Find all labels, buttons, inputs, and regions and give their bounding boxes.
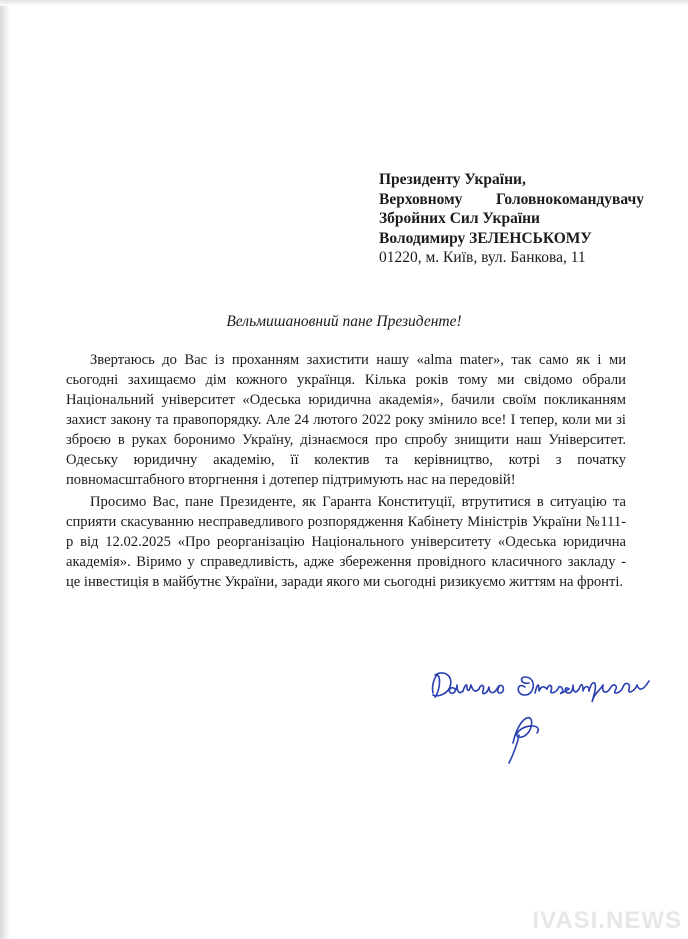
- addressee-block: [379, 170, 644, 268]
- salutation: Вельмишановний пане Президенте!: [226, 313, 462, 330]
- addressee-line-2: [379, 190, 644, 210]
- addressee-line-2-left: Верховному: [379, 190, 463, 208]
- signature-image: [425, 655, 665, 765]
- body-paragraph-2: Просимо Вас, пане Президенте, як Гаранта Конституції, втрутитися в ситуацію та сприяти скасуванню несправедливого розпорядження Кабінету Міністрів України №111-р від 12.02.2025 «Про реорганізацію Національного університету «Одеська юридична академія». Віримо у справедливість, адже збереження провідного класичного закладу - це інвестиція в майбутнє України, заради якого ми сьогодні ризикуємо життям на фронті.: [66, 494, 626, 590]
- addressee-line-1: Президенту України,: [379, 171, 526, 188]
- watermark-text: IVASI.NEWS: [532, 907, 682, 934]
- addressee-address: 01220, м. Київ, вул. Банкова, 11: [379, 249, 586, 266]
- addressee-line-3: Збройних Сил України: [379, 210, 540, 227]
- body-paragraph-1: Звертаюсь до Вас із проханням захистити нашу «alma mater», так само як і ми сьогодні захищаємо дім кожного українця. Кілька років тому ми свідомо обрали Національний університет «Одеська юридична академія», бачили своїм покликанням захист закону та правопорядку. Але 24 лютого 2022 року змінило все! І тепер, коли ми зі зброєю в руках боронимо Україну, дізнаємося про спробу знищити наш Університет. Одеську юридичну академію, її колектив та керівництво, котрі з початку повномасштабного вторгнення і дотепер підтримують нас на передовій!: [66, 352, 626, 488]
- addressee-line-4: Володимиру ЗЕЛЕНСЬКОМУ: [379, 229, 592, 247]
- scan-edge-top: [0, 0, 688, 6]
- letter-body: [66, 350, 626, 592]
- addressee-line-2-right: Головнокомандувачу: [495, 190, 644, 208]
- handwritten-signature: [425, 655, 665, 765]
- scan-edge-left: [0, 0, 10, 939]
